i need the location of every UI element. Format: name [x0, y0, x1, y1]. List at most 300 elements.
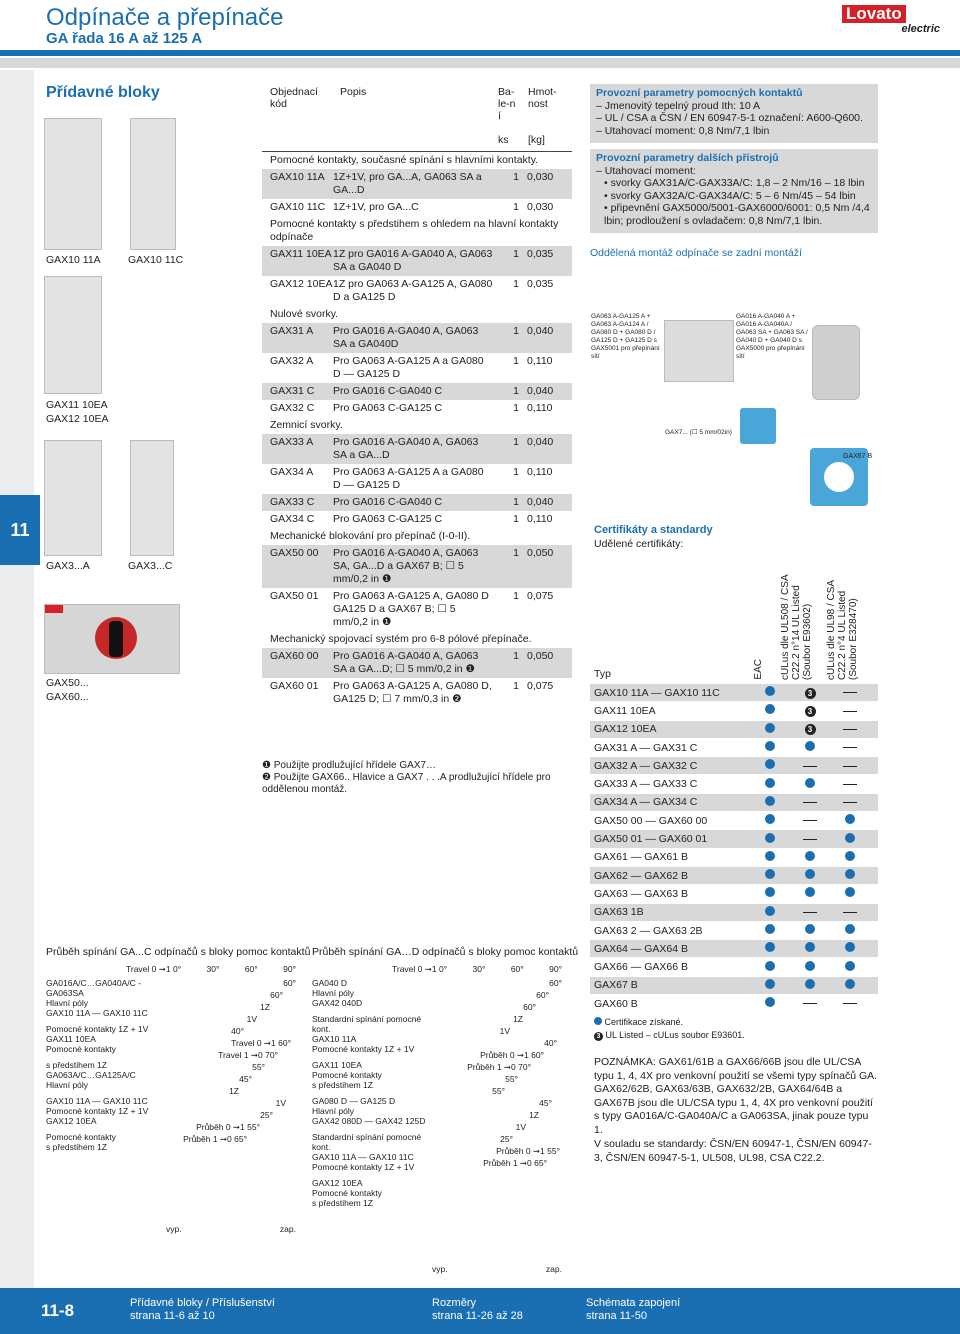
note-poznamka: POZNÁMKA: GAX61/61B a GAX66/66B jsou dle UL/CSA typu 1, 4, 4X pro venkovní použití se všemi typy spínačů GA. GAX62/62B, GAX63/63B, GAX632/2B, GAX64/64B a GAX67B jsou dle UL/CSA typu 1, 4, 4X pro venkovní použití s typy GA016A/C-GA040A/C a GA063SA, jinak pouze typu 1. [594, 1056, 878, 1136]
col-pack-unit: ks [498, 134, 509, 146]
order-row [262, 199, 572, 216]
diag-mark: 60° [549, 978, 562, 988]
cert-cell-c [830, 887, 870, 900]
cert-cell-a [750, 942, 790, 955]
aux-params-box [590, 84, 878, 143]
diag-label: GAX11 10EA [312, 1060, 362, 1070]
order-pack: 1 [513, 355, 519, 367]
cert-type: GAX63 1B [594, 906, 644, 919]
mount-image-handle [812, 325, 860, 400]
cert-cell-b [790, 979, 830, 992]
order-table-body [262, 152, 572, 708]
cert-cell-c [830, 906, 870, 918]
footer [0, 1288, 960, 1334]
cert-granted-icon [765, 979, 775, 989]
diag-label: s předstihem 1Z [46, 1060, 107, 1070]
cert-cell-a [750, 778, 790, 791]
header-bar [0, 50, 960, 56]
diag-mark: Průběh 0 ➞1 55° [496, 1146, 560, 1156]
order-row [262, 464, 572, 494]
diag-label: GAX11 10EA [46, 1034, 96, 1044]
cert-none-icon [803, 766, 817, 767]
mount-gax67-label: GAX67 B [843, 453, 873, 460]
cert-row [590, 794, 878, 812]
cert-type: GAX12 10EA [594, 723, 657, 736]
page-subtitle: GA řada 16 A až 125 A [46, 30, 203, 47]
cert-granted-icon [805, 979, 815, 989]
diag-label: Pomocné kontakty 1Z + 1V [312, 1044, 415, 1054]
cert-cell-a [750, 906, 790, 919]
cert-cell-b [790, 851, 830, 864]
order-desc: Pro GA063 C-GA125 C [333, 402, 443, 414]
order-desc: Pro GA016 A-GA040 A, GA063 SA a GA...D; ☐ 5 mm/0,2 in ❶ [333, 650, 479, 675]
cert-none-icon [803, 839, 817, 840]
cert-none-icon [843, 747, 857, 748]
cert-cell-c [830, 851, 870, 864]
diag-label: Standardní spínání pomocné kont. [312, 1132, 422, 1152]
diag-label: Hlavní póly [312, 1106, 355, 1116]
cert-row [590, 812, 878, 830]
cert-cell-a [750, 814, 790, 827]
order-row [262, 276, 572, 306]
cert-cell-b [790, 796, 830, 808]
diag-bottom-label: vyp. [166, 1224, 182, 1234]
cert-row [590, 684, 878, 702]
note-2: ❷ Použijte GAX66.. Hlavice a GAX7 . . .A prodlužující hřídele pro oddělenou montáž. [262, 772, 551, 795]
diagram-d [312, 964, 562, 1274]
cert-granted-icon [765, 961, 775, 971]
order-code: GAX33 A [270, 436, 314, 448]
order-weight: 0,110 [527, 466, 553, 478]
label-gax3c: GAX3...C [128, 560, 173, 572]
label-gax1210ea: GAX12 10EA [46, 413, 109, 425]
cert-granted-icon [805, 778, 815, 788]
footer-link-dimensions-page: strana 11-26 až 28 [432, 1310, 523, 1322]
cert-granted-icon [765, 851, 775, 861]
cert-granted-icon [765, 869, 775, 879]
aux-line-2: – UL / CSA a ČSN / EN 60947-5-1 označení: A600-Q600. [596, 112, 863, 124]
product-image-gax50 [44, 604, 180, 674]
cert-granted-icon [765, 741, 775, 751]
col-pack: Ba-le-ní [498, 86, 516, 122]
diag-label: Pomocné kontakty 1Z + 1V [312, 1162, 415, 1172]
order-desc: Pro GA063 A-GA125 A a GA080 D — GA125 D [333, 355, 484, 380]
order-code: GAX10 11C [270, 201, 326, 213]
cert-cell-c [830, 760, 870, 772]
legend-2: 3 UL Listed – cULus soubor E93601. [594, 1029, 745, 1042]
cert-row [590, 775, 878, 793]
cert-cell-b [790, 705, 830, 717]
label-gax50: GAX50... [46, 677, 89, 689]
cert-granted-icon [845, 851, 855, 861]
cert-cell-b [790, 723, 830, 735]
cert-granted-icon [765, 942, 775, 952]
cert-cell-a [750, 686, 790, 699]
diag-mark: 1Z [529, 1110, 539, 1120]
order-pack: 1 [513, 385, 519, 397]
cert-row [590, 977, 878, 995]
diag-bottom-label: vyp. [432, 1264, 448, 1274]
note-1: ❶ Použijte prodlužující hřídele GAX7… [262, 760, 437, 771]
diag-bottom-label: zap. [279, 1224, 296, 1234]
cert-granted-icon [765, 796, 775, 806]
cert-cell-a [750, 997, 790, 1010]
other-params-title: Provozní parametry dalších přístrojů [596, 152, 779, 164]
left-strip [0, 70, 34, 1295]
diag-mark: 60° [270, 990, 283, 1000]
diag-axis-tick: Travel 0 ➞1 0° [392, 964, 448, 974]
cert-row [590, 830, 878, 848]
order-notes [262, 760, 572, 796]
cert-granted-icon [805, 869, 815, 879]
diag-mark: Průběh 1 ➞0 70° [467, 1062, 531, 1072]
order-section-heading: Mechanické blokování pro přepínač (I-0-II). [270, 530, 471, 542]
order-code: GAX31 C [270, 385, 315, 397]
cert-granted-icon [765, 997, 775, 1007]
order-desc: Pro GA063 A-GA125 A, GA080 D GA125 D a GAX67 B; ☐ 5 mm/0,2 in ❶ [333, 590, 489, 628]
col-code: Objednací kód [270, 86, 318, 110]
cert-table [590, 684, 878, 1013]
cert-type: GAX31 A — GAX31 C [594, 741, 698, 754]
order-row [262, 400, 572, 417]
diag-label: Hlavní póly [312, 988, 355, 998]
other-bullet-1: • svorky GAX31A/C-GAX33A/C: 1,8 – 2 Nm/16 – 18 lbin [604, 177, 865, 189]
lovato-logo [842, 5, 940, 35]
order-weight: 0,110 [527, 355, 553, 367]
order-weight: 0,040 [527, 436, 554, 448]
cert-cell-a [750, 704, 790, 717]
order-row [262, 246, 572, 276]
diag-bottom [432, 1264, 562, 1274]
other-bullet-3: • připevnění GAX5000/5001-GAX6000/6001: 0,5 Nm /4,4 lbin; prodloužení s ovladačem: 0,8 Nm/7,1 lbin. [604, 202, 870, 227]
cert-type: GAX60 B [594, 997, 638, 1010]
right-column [590, 84, 878, 260]
order-section-heading: Zemnicí svorky. [270, 419, 343, 431]
cert-row [590, 904, 878, 922]
diag-labels [46, 978, 166, 1152]
cert-granted-icon [845, 979, 855, 989]
diag-label: GAX12 10EA [46, 1116, 97, 1126]
other-bullet-2: • svorky GAX32A/C-GAX34A/C: 5 – 6 Nm/45 – 54 lbin [604, 189, 856, 202]
cert-subtitle: Udělené certifikáty: [594, 538, 684, 550]
order-weight: 0,030 [527, 171, 554, 183]
order-desc: Pro GA063 C-GA125 C [333, 513, 443, 525]
order-code: GAX11 10EA [270, 248, 332, 260]
diag-mark: 45° [239, 1074, 252, 1084]
cert-granted-icon [805, 741, 815, 751]
diag-mark: 55° [492, 1086, 505, 1096]
diag-mark: 1V [275, 1098, 286, 1108]
order-code: GAX50 00 [270, 547, 319, 559]
cert-granted-icon [805, 924, 815, 934]
diag-label: Pomocné kontakty [312, 1070, 382, 1080]
order-desc: Pro GA016 C-GA040 C [333, 385, 443, 397]
footer-link-dimensions-title: Rozměry [432, 1297, 477, 1309]
cert-col-ul98: cULus dle UL98 / CSA C22.2 n°4 UL Listed (Soubor E328470) [826, 580, 859, 680]
diag-mark: Průběh 1 ➞0 65° [483, 1158, 547, 1168]
diag-mark: 55° [252, 1062, 265, 1072]
order-pack: 1 [513, 590, 519, 602]
cert-cell-a [750, 759, 790, 772]
diag-label: Hlavní póly [46, 998, 89, 1008]
order-weight: 0,110 [527, 513, 553, 525]
diagD-title: Průběh spínání GA…D odpínačů s bloky pomoc kontaktů [312, 946, 579, 958]
product-image-gax3c [130, 440, 174, 556]
label-gax1011c: GAX10 11C [128, 254, 184, 266]
cert-granted-icon [765, 704, 775, 714]
cert-cell-b [790, 887, 830, 900]
diag-mark: 45° [539, 1098, 552, 1108]
cert-row [590, 867, 878, 885]
diag-label: s předstihem 1Z [312, 1198, 373, 1208]
cert-cell-b [790, 924, 830, 937]
order-code: GAX10 11A [270, 171, 325, 183]
diag-axis-tick: 60° [510, 964, 524, 974]
diag-mark: Travel 0 ➞1 60° [231, 1038, 291, 1048]
order-desc: 1Z pro GA063 A-GA125 A, GA080 D a GA125 D [333, 278, 493, 303]
cert-granted-icon [845, 814, 855, 824]
cert-note-icon: 3 [805, 724, 816, 735]
cert-row [590, 958, 878, 976]
order-weight: 0,075 [527, 680, 554, 692]
cert-row [590, 721, 878, 739]
order-pack: 1 [513, 171, 519, 183]
diag-mark: 25° [260, 1110, 273, 1120]
order-pack: 1 [513, 248, 519, 260]
cert-headers [590, 554, 878, 680]
cert-none-icon [843, 711, 857, 712]
cert-cell-a [750, 741, 790, 754]
footer-link-wiring-title: Schémata zapojení [586, 1297, 681, 1309]
diag-label: GA080 D — GA125 D [312, 1096, 396, 1106]
order-weight: 0,110 [527, 402, 553, 414]
diag-mark: 60° [523, 1002, 536, 1012]
diag-mark: Průběh 0 ➞1 60° [480, 1050, 544, 1060]
order-code: GAX34 C [270, 513, 315, 525]
cert-granted-icon [765, 814, 775, 824]
cert-type: GAX10 11A — GAX10 11C [594, 686, 720, 699]
diag-label: s předstihem 1Z [312, 1080, 373, 1090]
cert-cell-a [750, 979, 790, 992]
order-section-heading: Mechanický spojovací systém pro 6-8 pólové přepínače. [270, 633, 532, 645]
diag-axis-tick: 60° [244, 964, 258, 974]
diag-label: GAX42 080D — GAX42 125D [312, 1116, 426, 1126]
diagram-c [46, 964, 296, 1234]
cert-granted-icon [765, 759, 775, 769]
cert-col-ul508: cULus dle UL508 / CSA C22.2 n°14 UL Listed (Soubor E93602) [780, 574, 813, 680]
diag-label: GA063A/C…GA125A/C [46, 1070, 136, 1080]
diag-axis-tick: 30° [206, 964, 220, 974]
order-row [262, 678, 572, 708]
order-weight: 0,050 [527, 547, 554, 559]
cert-cell-c [830, 778, 870, 790]
mount-title: Oddělená montáž odpínače se zadní montáží [590, 247, 802, 259]
order-desc: 1Z+1V, pro GA...A, GA063 SA a GA...D [333, 171, 482, 196]
diag-marks [166, 978, 296, 1146]
cert-none-icon [843, 1003, 857, 1004]
diag-label: Pomocné kontakty 1Z + 1V [46, 1024, 149, 1034]
order-desc: Pro GA063 A-GA125 A a GA080 D — GA125 D [333, 466, 484, 491]
cert-cell-b [790, 760, 830, 772]
order-code: GAX60 00 [270, 650, 319, 662]
cert-none-icon [803, 802, 817, 803]
mount-note-1: GA063 A-GA125 A + GA063 A-GA124 A / GA080 D + GA080 D / GA125 D + GA125 D s GAX5001 pro přepínání sítí [591, 313, 660, 360]
diag-axis [392, 964, 562, 974]
diag-mark: 1Z [513, 1014, 523, 1024]
aux-params-title: Provozní parametry pomocných kontaktů [596, 87, 803, 99]
order-row [262, 648, 572, 678]
diag-label: s předstihem 1Z [46, 1142, 107, 1152]
cert-row [590, 739, 878, 757]
order-code: GAX60 01 [270, 680, 319, 692]
cert-type: GAX62 — GAX62 B [594, 869, 688, 882]
cert-none-icon [843, 912, 857, 913]
label-gax3a: GAX3...A [46, 560, 90, 572]
cert-granted-icon [765, 686, 775, 696]
cert-cell-a [750, 961, 790, 974]
col-weight: Hmot-nost [528, 86, 557, 110]
cert-type: GAX34 A — GAX34 C [594, 796, 698, 809]
cert-legend [594, 1016, 745, 1042]
diag-mark: Travel 1 ➞0 70° [218, 1050, 278, 1060]
cert-type-label: Typ [594, 668, 611, 680]
diag-mark: 40° [231, 1026, 244, 1036]
cert-cell-a [750, 924, 790, 937]
cert-cell-a [750, 833, 790, 846]
cert-type: GAX50 01 — GAX60 01 [594, 833, 708, 846]
order-row [262, 323, 572, 353]
diag-mark: Průběh 0 ➞1 55° [196, 1122, 260, 1132]
order-pack: 1 [513, 325, 519, 337]
cert-none-icon [803, 1003, 817, 1004]
diag-label: GAX10 11A — GAX10 11C [312, 1152, 414, 1162]
diag-label: GAX42 040D [312, 998, 363, 1008]
diag-mark: 1Z [260, 1002, 270, 1012]
product-image-gax1110ea [44, 276, 102, 394]
order-weight: 0,040 [527, 325, 554, 337]
order-weight: 0,035 [527, 278, 554, 290]
diag-label: GA040 D [312, 978, 347, 988]
cert-cell-c [830, 687, 870, 699]
other-params-box [590, 149, 878, 233]
cert-granted-icon [845, 869, 855, 879]
cert-granted-icon [765, 924, 775, 934]
cert-none-icon [843, 692, 857, 693]
cert-cell-b [790, 906, 830, 918]
cert-cell-b [790, 741, 830, 754]
note-standards: V souladu se standardy: ČSN/EN 60947-1, ČSN/EN 60947-3, ČSN/EN 60947-5-1, UL508, UL98, CSA C22.2. [594, 1138, 872, 1164]
order-desc: 1Z+1V, pro GA...C [333, 201, 419, 213]
aux-line-1: – Jmenovitý tepelný proud Ith: 10 A [596, 99, 761, 112]
cert-row [590, 702, 878, 720]
cert-granted-icon [765, 887, 775, 897]
col-weight-unit: [kg] [528, 134, 545, 146]
cert-cell-c [830, 961, 870, 974]
cert-granted-icon [765, 778, 775, 788]
diag-marks [432, 978, 562, 1170]
mount-image-1 [664, 320, 734, 382]
cert-note-icon: 3 [805, 688, 816, 699]
order-row [262, 494, 572, 511]
legend-1: Certifikace získané. [594, 1016, 745, 1029]
cert-none-icon [843, 766, 857, 767]
cert-note-icon: 3 [805, 706, 816, 717]
cert-type: GAX64 — GAX64 B [594, 942, 688, 955]
cert-cell-c [830, 942, 870, 955]
logo-brand: Lovato [842, 5, 906, 23]
cert-granted-icon [845, 924, 855, 934]
diag-label: GAX12 10EA [312, 1178, 363, 1188]
cert-row [590, 940, 878, 958]
footer-link-dimensions[interactable] [432, 1297, 523, 1323]
diag-bottom-label: zap. [545, 1264, 562, 1274]
footer-link-wiring[interactable] [586, 1297, 680, 1323]
aux-line-3: – Utahovací moment: 0,8 Nm/7,1 lbin [596, 124, 770, 137]
diag-label: GAX10 11A — GAX10 11C [46, 1008, 148, 1018]
diag-mark: 1Z [229, 1086, 239, 1096]
footer-link-accessories[interactable] [130, 1297, 275, 1323]
diag-mark: 60° [283, 978, 296, 988]
order-weight: 0,040 [527, 496, 554, 508]
cert-type: GAX61 — GAX61 B [594, 851, 688, 864]
cert-type: GAX67 B [594, 979, 638, 992]
cert-row [590, 885, 878, 903]
order-pack: 1 [513, 513, 519, 525]
order-weight: 0,075 [527, 590, 554, 602]
footer-link-accessories-page: strana 11-6 až 10 [130, 1310, 215, 1322]
order-pack: 1 [513, 650, 519, 662]
cert-title: Certifikáty a standardy [594, 524, 713, 536]
cert-granted-icon [765, 833, 775, 843]
diag-label: Hlavní póly [46, 1080, 89, 1090]
label-gax1110ea: GAX11 10EA [46, 399, 108, 411]
cert-row [590, 922, 878, 940]
product-image-gax3a [44, 440, 102, 556]
chapter-tab: 11 [0, 495, 40, 565]
cert-cell-c [830, 796, 870, 808]
order-desc: 1Z pro GA016 A-GA040 A, GA063 SA a GA040 D [333, 248, 493, 273]
diag-labels [312, 978, 432, 1214]
label-gax60: GAX60... [46, 691, 89, 703]
diag-axis [126, 964, 296, 974]
mount-gax7-label: GAX7... (☐ 5 mm/02in) [665, 429, 732, 436]
cert-cell-c [830, 814, 870, 827]
order-code: GAX50 01 [270, 590, 319, 602]
cert-row [590, 757, 878, 775]
cert-row [590, 849, 878, 867]
page-number: 11-8 [40, 1301, 75, 1320]
cert-type: GAX11 10EA [594, 704, 656, 717]
cert-cell-c [830, 742, 870, 754]
order-code: GAX12 10EA [270, 278, 333, 290]
mount-note-2: GA016 A-GA040 A + GA016 A-GA040A / GA063 SA + GA063 SA / GA040 D + GA040 D s GAX5000 pro přepínání sítí [736, 313, 808, 360]
cert-granted-icon [845, 961, 855, 971]
cert-type: GAX66 — GAX66 B [594, 961, 688, 974]
diag-mark: 1V [515, 1122, 526, 1132]
cert-cell-b [790, 961, 830, 974]
order-code: GAX34 A [270, 466, 314, 478]
order-pack: 1 [513, 201, 519, 213]
cert-granted-icon [845, 887, 855, 897]
col-desc: Popis [340, 86, 367, 98]
order-section-heading: Pomocné kontakty, současné spínání s hlavními kontakty. [270, 154, 539, 166]
order-code: GAX32 A [270, 355, 314, 367]
order-row [262, 588, 572, 631]
diag-label: Pomocné kontakty 1Z + 1V [46, 1106, 149, 1116]
cert-granted-icon [845, 942, 855, 952]
cert-type: GAX50 00 — GAX60 00 [594, 814, 708, 827]
order-section-heading: Nulové svorky. [270, 308, 339, 320]
